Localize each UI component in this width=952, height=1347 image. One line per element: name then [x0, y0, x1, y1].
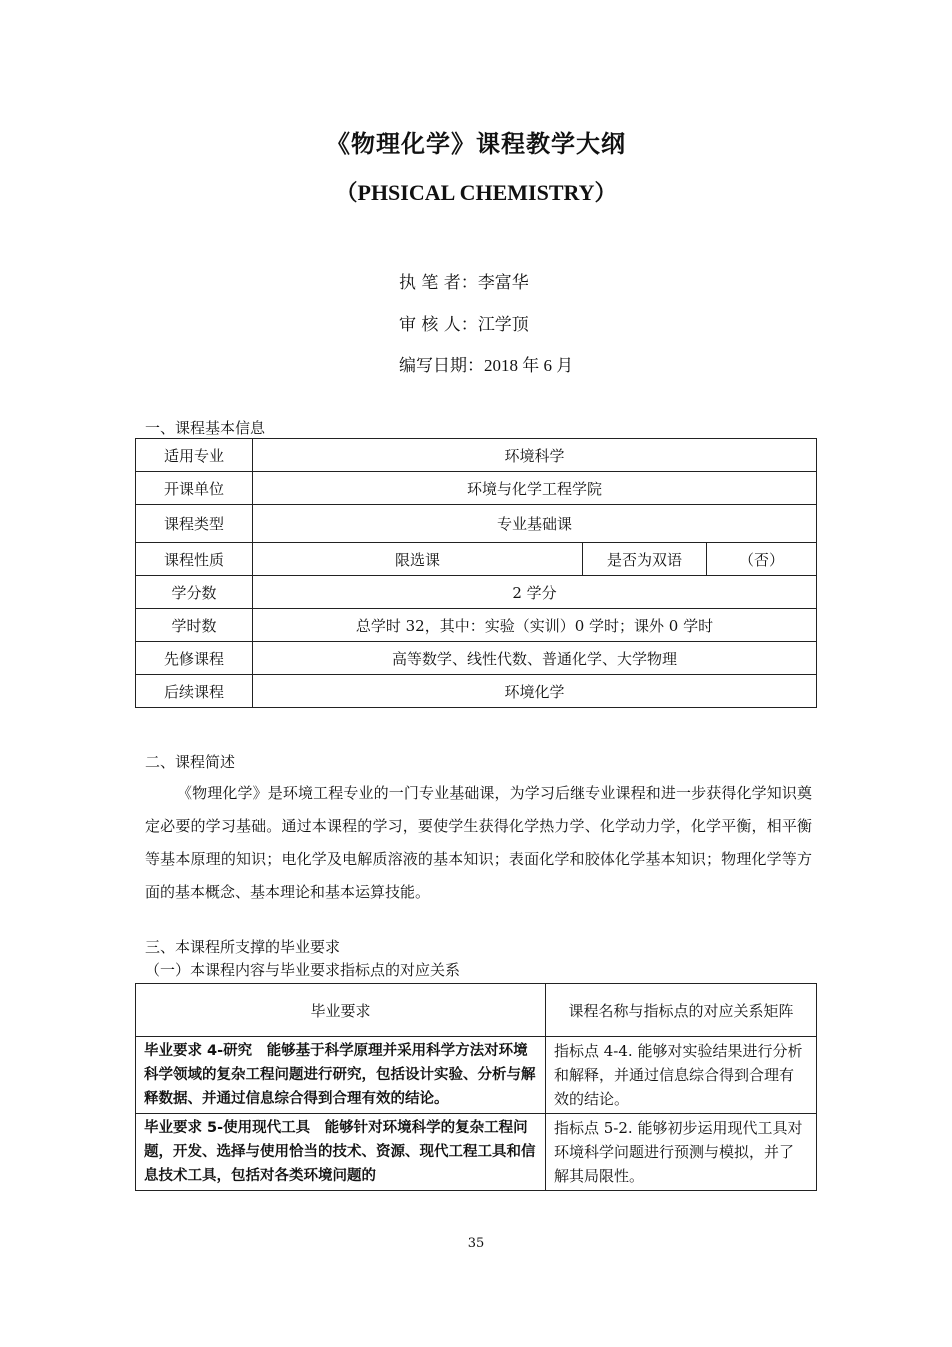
requirement-cell: 毕业要求 4-研究 能够基于科学原理并采用科学方法对环境科学领域的复杂工程问题进行研究，包括设计实验、分析与解释数据、并通过信息综合得到合理有效的结论。 [136, 1037, 546, 1114]
row-label: 开课单位 [136, 472, 253, 505]
row-value: 环境化学 [253, 675, 817, 708]
requirement-cell: 毕业要求 5-使用现代工具 能够针对环境科学的复杂工程问题，开发、选择与使用恰当的技术、资源、现代工程工具和信息技术工具，包括对各类环境问题的 [136, 1114, 546, 1191]
row-label: 课程性质 [136, 543, 253, 576]
table-row [136, 472, 817, 505]
column-header-indicator: 课程名称与指标点的对应关系矩阵 [546, 984, 817, 1037]
bilingual-label: 是否为双语 [583, 543, 707, 576]
table-row [136, 675, 817, 708]
author-line [399, 268, 529, 293]
reviewer-name: 江学顶 [477, 315, 529, 335]
row-label: 学分数 [136, 576, 253, 609]
section2-heading: 二、课程简述 [145, 753, 236, 771]
row-value: 环境与化学工程学院 [253, 472, 817, 505]
table-row [136, 543, 817, 576]
table-row [136, 505, 817, 543]
bilingual-value: （否） [707, 543, 817, 576]
document-title: 《物理化学》课程教学大纲 [326, 130, 626, 158]
table-header-row [136, 984, 817, 1037]
table-row [136, 642, 817, 675]
section1-heading: 一、课程基本信息 [145, 419, 266, 437]
row-label: 适用专业 [136, 439, 253, 472]
row-label: 先修课程 [136, 642, 253, 675]
author-name: 李富华 [477, 273, 529, 293]
row-value: 2 学分 [253, 576, 817, 609]
section3-subheading: （一）本课程内容与毕业要求指标点的对应关系 [145, 961, 461, 979]
table-row [136, 1114, 817, 1191]
reviewer-line [399, 310, 529, 335]
course-summary: 《物理化学》是环境工程专业的一门专业基础课，为学习后继专业课程和进一步获得化学知识奠定必要的学习基础。通过本课程的学习，要使学生获得化学热力学、化学动力学，化学平衡，相平衡等基本原理的知识；电化学及电解质溶液的基本知识；表面化学和胶体化学基本知识；物理化学等方面的基本概念、基本理论和基本运算技能。 [145, 784, 812, 901]
row-value: 限选课 [253, 543, 583, 576]
date-label: 编写日期： [399, 356, 484, 376]
row-value: 总学时 32，其中：实验（实训）0 学时；课外 0 学时 [253, 609, 817, 642]
table-row [136, 576, 817, 609]
document-subtitle: （PHSICAL CHEMISTRY） [335, 180, 617, 205]
date-value: 2018 年 6 月 [484, 356, 574, 375]
indicator-cell: 指标点 4-4. 能够对实验结果进行分析和解释，并通过信息综合得到合理有效的结论。 [546, 1037, 817, 1114]
date-line [399, 351, 573, 376]
course-info-table [135, 438, 817, 708]
page-number: 35 [467, 1236, 485, 1251]
indicator-cell: 指标点 5-2. 能够初步运用现代工具对环境科学问题进行预测与模拟，并了解其局限性。 [546, 1114, 817, 1191]
table-row [136, 1037, 817, 1114]
requirements-table [135, 983, 817, 1191]
row-value: 专业基础课 [253, 505, 817, 543]
table-row [136, 439, 817, 472]
author-label: 执 笔 者： [399, 273, 478, 293]
row-label: 后续课程 [136, 675, 253, 708]
reviewer-label: 审 核 人： [399, 315, 478, 335]
column-header-requirement: 毕业要求 [136, 984, 546, 1037]
section3-heading: 三、本课程所支撑的毕业要求 [145, 938, 341, 956]
table-row [136, 609, 817, 642]
row-label: 学时数 [136, 609, 253, 642]
row-label: 课程类型 [136, 505, 253, 543]
row-value: 环境科学 [253, 439, 817, 472]
row-value: 高等数学、线性代数、普通化学、大学物理 [253, 642, 817, 675]
